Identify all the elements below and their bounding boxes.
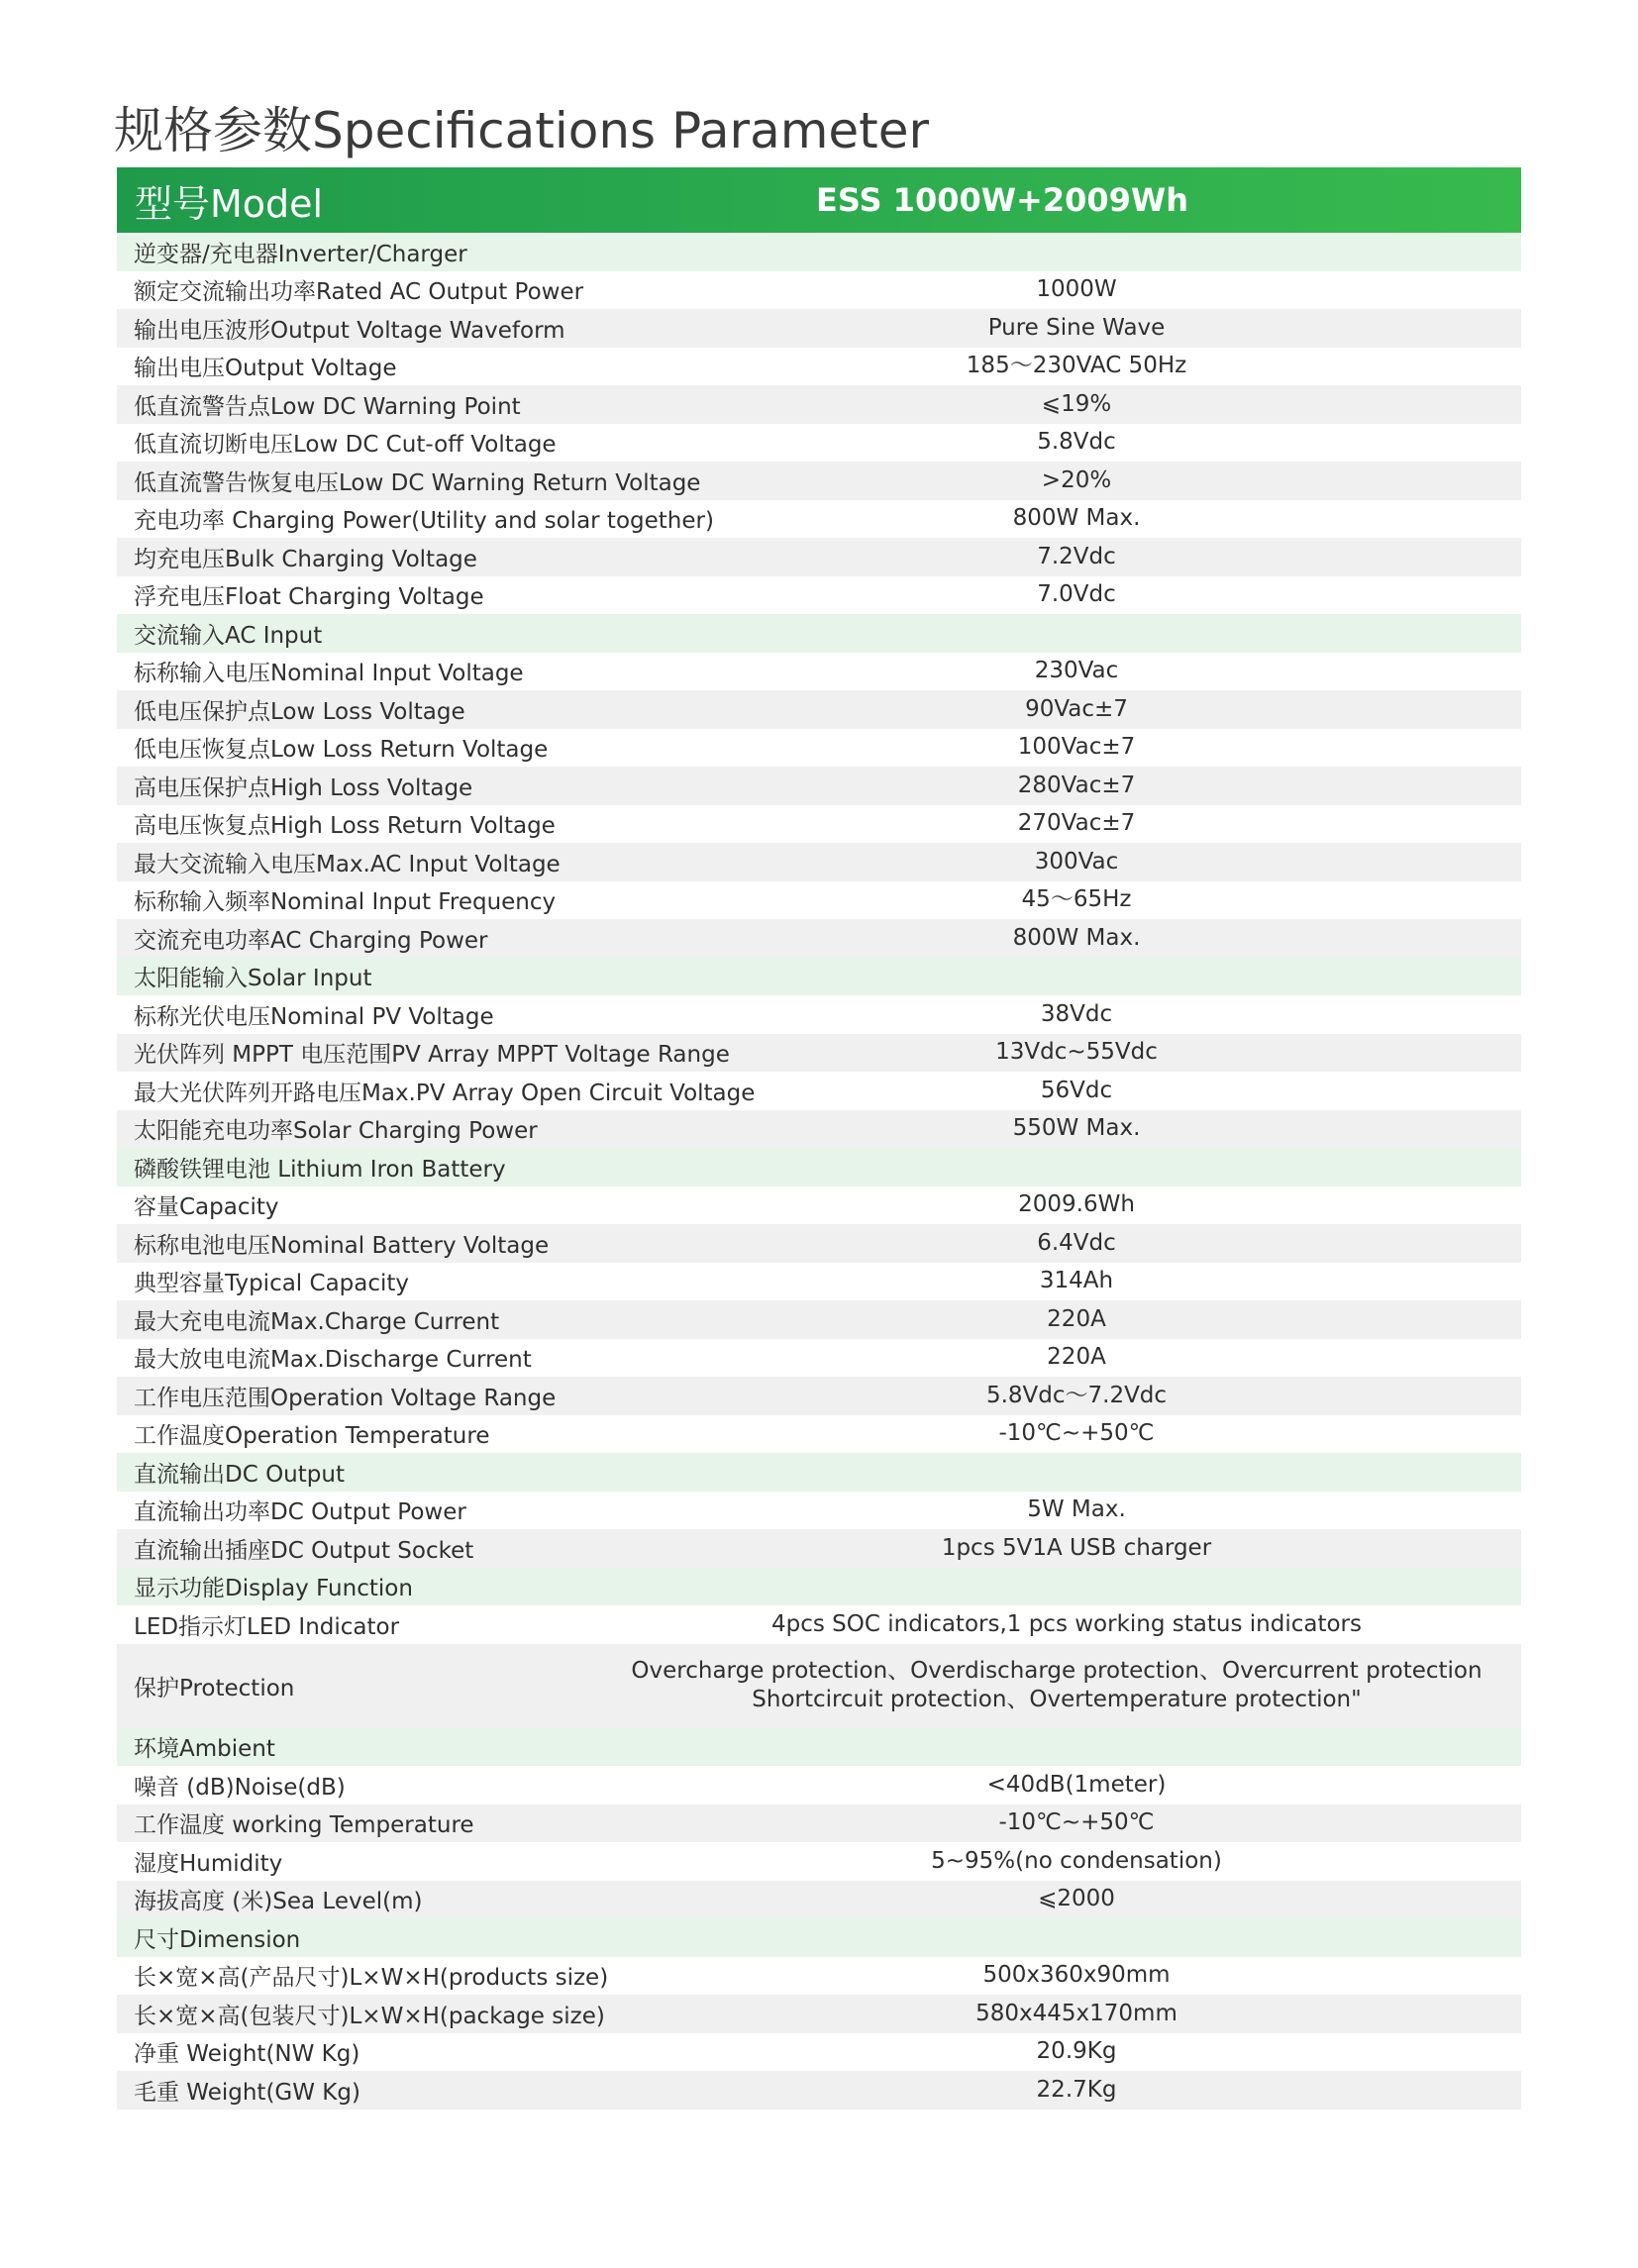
spec-row <box>117 385 1521 424</box>
spec-value: 1000W <box>1036 276 1117 303</box>
spec-row <box>117 1300 1521 1339</box>
spec-label: 浮充电压Float Charging Voltage <box>134 584 484 611</box>
spec-label: 直流输出DC Output <box>134 1461 345 1488</box>
spec-value: 5.8Vdc <box>1037 429 1116 456</box>
spec-value: 38Vdc <box>1040 1000 1113 1027</box>
spec-label: 充电功率 Charging Power(Utility and solar together) <box>134 508 714 535</box>
spec-rows <box>117 233 1521 2110</box>
spec-label: 直流输出插座DC Output Socket <box>134 1537 474 1564</box>
spec-label: LED指示灯LED Indicator <box>134 1613 400 1640</box>
spec-value: 7.2Vdc <box>1037 543 1116 569</box>
spec-label: 保护Protection <box>134 1675 295 1701</box>
spec-value: 270Vac±7 <box>1017 810 1136 837</box>
spec-row <box>117 1186 1521 1225</box>
spec-row <box>117 1224 1521 1263</box>
section-row <box>117 1568 1521 1606</box>
section-row <box>117 958 1521 996</box>
spec-value: 1pcs 5V1A USB charger <box>941 1534 1212 1561</box>
spec-row <box>117 424 1521 463</box>
spec-value <box>572 1657 1521 1714</box>
spec-row <box>117 1492 1521 1530</box>
spec-label: 最大光伏阵列开路电压Max.PV Array Open Circuit Voltage <box>134 1080 756 1106</box>
spec-row <box>117 1072 1521 1110</box>
spec-label: 额定交流输出功率Rated AC Output Power <box>134 279 584 306</box>
spec-value: ⩽2000 <box>1038 1886 1115 1912</box>
section-row <box>117 1918 1521 1957</box>
spec-value: >20% <box>1041 466 1112 493</box>
spec-label: 最大充电电流Max.Charge Current <box>134 1308 500 1335</box>
spec-row <box>117 1263 1521 1301</box>
spec-row <box>117 1995 1521 2033</box>
spec-label: 标称光伏电压Nominal PV Voltage <box>134 1003 494 1030</box>
spec-value: 220A <box>1047 1344 1106 1371</box>
spec-value: 230Vac <box>1034 658 1119 684</box>
spec-label: 标称电池电压Nominal Battery Voltage <box>134 1232 550 1259</box>
spec-label: 太阳能输入Solar Input <box>134 966 372 992</box>
spec-label: 高电压恢复点High Loss Return Voltage <box>134 813 556 840</box>
spec-row <box>117 995 1521 1034</box>
spec-row <box>117 538 1521 576</box>
spec-label: 标称输入频率Nominal Input Frequency <box>134 889 557 916</box>
spec-label: 低直流切断电压Low DC Cut-off Voltage <box>134 432 557 459</box>
spec-value: 100Vac±7 <box>1017 734 1136 761</box>
spec-table <box>117 167 1521 2110</box>
spec-label: 标称输入电压Nominal Input Voltage <box>134 661 524 687</box>
spec-label: 尺寸Dimension <box>134 1926 301 1953</box>
spec-row <box>117 1110 1521 1149</box>
spec-value: ⩽19% <box>1041 390 1112 417</box>
spec-label: 长×宽×高(产品尺寸)L×W×H(products size) <box>134 1965 609 1992</box>
spec-label: 容量Capacity <box>134 1194 279 1221</box>
spec-label: 低电压保护点Low Loss Voltage <box>134 698 465 725</box>
spec-row <box>117 500 1521 539</box>
page-title: 规格参数Specifications Parameter <box>114 102 930 159</box>
spec-value: -10℃~+50℃ <box>998 1809 1155 1836</box>
spec-label: 均充电压Bulk Charging Voltage <box>134 546 477 572</box>
spec-value: 5.8Vdc～7.2Vdc <box>985 1382 1168 1408</box>
spec-label: 湿度Humidity <box>134 1850 283 1877</box>
spec-label: 净重 Weight(NW Kg) <box>134 2041 360 2068</box>
section-row <box>117 614 1521 653</box>
spec-row <box>117 348 1521 386</box>
spec-value: 800W Max. <box>1012 924 1141 951</box>
spec-label: 工作温度Operation Temperature <box>134 1423 490 1450</box>
spec-row <box>117 1339 1521 1378</box>
spec-label: 低直流警告恢复电压Low DC Warning Return Voltage <box>134 469 701 496</box>
spec-value: 800W Max. <box>1012 505 1141 532</box>
model-value: ESS 1000W+2009Wh <box>816 181 1188 219</box>
section-row <box>117 1148 1521 1186</box>
model-header-row <box>117 167 1521 233</box>
spec-row <box>117 805 1521 844</box>
spec-label: 光伏阵列 MPPT 电压范围PV Array MPPT Voltage Range <box>134 1042 730 1069</box>
spec-value-line: Overcharge protection、Overdischarge protection、Overcurrent protection <box>631 1658 1483 1684</box>
spec-label: 工作温度 working Temperature <box>134 1812 474 1839</box>
spec-label: 输出电压Output Voltage <box>134 356 397 382</box>
spec-row <box>117 1644 1521 1728</box>
spec-label: 交流输入AC Input <box>134 622 323 649</box>
spec-label: 环境Ambient <box>134 1736 275 1763</box>
spec-value: 580x445x170mm <box>975 2000 1177 2026</box>
spec-value: 5~95%(no condensation) <box>931 1847 1222 1874</box>
spec-row <box>117 1842 1521 1881</box>
spec-row <box>117 1034 1521 1073</box>
spec-row <box>117 843 1521 881</box>
spec-label: 输出电压波形Output Voltage Waveform <box>134 317 565 344</box>
spec-row <box>117 729 1521 768</box>
spec-label: 低直流警告点Low DC Warning Point <box>134 393 521 420</box>
spec-value: 220A <box>1047 1305 1106 1332</box>
spec-label: 长×宽×高(包装尺寸)L×W×H(package size) <box>134 2003 605 2029</box>
spec-value: 45～65Hz <box>1021 886 1132 913</box>
spec-value: 2009.6Wh <box>1018 1191 1135 1218</box>
spec-label: 噪音 (dB)Noise(dB) <box>134 1774 346 1801</box>
spec-row <box>117 1377 1521 1415</box>
spec-row <box>117 1415 1521 1454</box>
spec-value: 300Vac <box>1034 848 1119 875</box>
spec-label: 高电压保护点High Loss Voltage <box>134 774 473 801</box>
spec-row <box>117 690 1521 729</box>
spec-value: 7.0Vdc <box>1037 581 1116 608</box>
spec-row <box>117 1881 1521 1919</box>
spec-value: <40dB(1meter) <box>986 1771 1167 1798</box>
spec-value: 13Vdc~55Vdc <box>995 1039 1158 1066</box>
spec-row <box>117 2033 1521 2072</box>
spec-value: 56Vdc <box>1040 1077 1113 1103</box>
spec-row <box>117 653 1521 691</box>
spec-value: 280Vac±7 <box>1017 772 1136 798</box>
spec-row <box>117 576 1521 615</box>
spec-value: 185～230VAC 50Hz <box>966 353 1187 379</box>
spec-value: 4pcs SOC indicators,1 pcs working status indicators <box>770 1610 1362 1637</box>
spec-label: 最大放电电流Max.Discharge Current <box>134 1347 532 1374</box>
spec-row <box>117 1804 1521 1843</box>
spec-row <box>117 881 1521 920</box>
spec-row <box>117 1605 1521 1644</box>
spec-value: Pure Sine Wave <box>987 314 1166 341</box>
spec-value: 22.7Kg <box>1036 2076 1117 2103</box>
spec-row <box>117 1957 1521 1996</box>
spec-label: 磷酸铁锂电池 Lithium Iron Battery <box>134 1156 506 1183</box>
spec-row <box>117 919 1521 958</box>
spec-row <box>117 1766 1521 1804</box>
spec-row <box>117 1529 1521 1568</box>
spec-label: 太阳能充电功率Solar Charging Power <box>134 1118 538 1145</box>
spec-label: 工作电压范围Operation Voltage Range <box>134 1385 557 1411</box>
spec-row <box>117 462 1521 500</box>
section-row <box>117 233 1521 271</box>
spec-label: 逆变器/充电器Inverter/Charger <box>134 241 467 267</box>
spec-row <box>117 271 1521 310</box>
spec-value: 90Vac±7 <box>1025 695 1128 722</box>
spec-row <box>117 767 1521 805</box>
spec-label: 显示功能Display Function <box>134 1576 413 1602</box>
model-label: 型号Model <box>135 181 324 226</box>
spec-row <box>117 309 1521 348</box>
section-row <box>117 1453 1521 1492</box>
spec-label: 毛重 Weight(GW Kg) <box>134 2079 360 2106</box>
spec-label: 交流充电功率AC Charging Power <box>134 927 488 954</box>
spec-value: 20.9Kg <box>1036 2038 1117 2065</box>
section-row <box>117 1728 1521 1767</box>
spec-value-line: Shortcircuit protection、Overtemperature protection" <box>752 1687 1362 1712</box>
spec-label: 低电压恢复点Low Loss Return Voltage <box>134 737 549 764</box>
spec-value: 5W Max. <box>1027 1496 1126 1523</box>
spec-row <box>117 2071 1521 2110</box>
spec-label: 直流输出功率DC Output Power <box>134 1499 466 1526</box>
spec-value: 550W Max. <box>1012 1115 1141 1142</box>
spec-value: 500x360x90mm <box>982 1962 1171 1989</box>
spec-value: 6.4Vdc <box>1037 1229 1116 1256</box>
spec-label: 海拔高度 (米)Sea Level(m) <box>134 1889 423 1915</box>
spec-value: 314Ah <box>1039 1268 1114 1294</box>
spec-value: -10℃~+50℃ <box>998 1420 1155 1447</box>
spec-label: 典型容量Typical Capacity <box>134 1271 410 1297</box>
spec-label: 最大交流输入电压Max.AC Input Voltage <box>134 851 561 877</box>
